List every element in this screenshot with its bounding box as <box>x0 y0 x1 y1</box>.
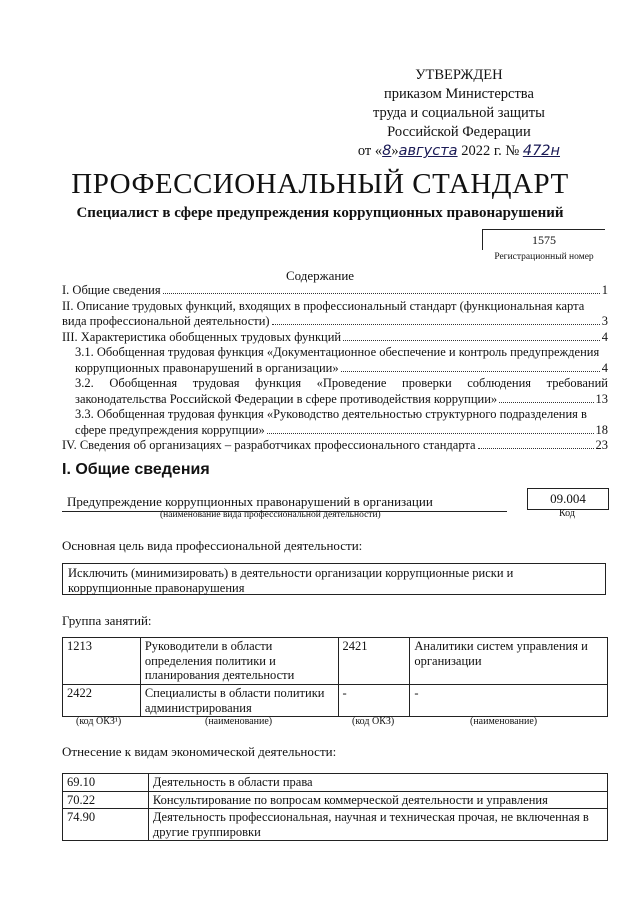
okz-name: Руководители в области определения политики и планирования деятельности <box>140 638 338 685</box>
toc-entry[interactable] <box>62 438 608 454</box>
activity-code-label: Код <box>559 508 575 519</box>
econ-activity-label: Отнесение к видам экономической деятельности: <box>62 744 337 759</box>
toc-entry-text-cont: сфере предупреждения коррупции» <box>75 422 265 437</box>
toc-entry-page: 1 <box>601 283 608 297</box>
goal-text: Исключить (минимизировать) в деятельности организации коррупционные риски и коррупционные правонарушения <box>62 563 606 595</box>
occupation-group-label: Группа занятий: <box>62 613 152 628</box>
approval-line-country: Российской Федерации <box>387 124 531 140</box>
activity-kind-note: (наименование вида профессиональной деятельности) <box>160 510 381 520</box>
toc-entry[interactable] <box>62 376 608 407</box>
document-subtitle: Специалист в сфере предупреждения коррупционных правонарушений <box>76 205 564 221</box>
toc-entry-page: 3 <box>601 314 608 328</box>
toc-entry-text: IV. Сведения об организациях – разработчиках профессионального стандарта <box>62 438 476 452</box>
toc-entry[interactable] <box>62 330 608 346</box>
occupation-footer-name: (наименование) <box>470 716 538 727</box>
document-title: ПРОФЕССИОНАЛЬНЫЙ СТАНДАРТ <box>71 168 569 200</box>
approval-date-line <box>358 142 560 161</box>
okved-code: 74.90 <box>63 809 149 841</box>
okz-name: Специалисты в области политики администрирования <box>140 685 338 717</box>
section-heading: I. Общие сведения <box>62 461 210 478</box>
occupation-footer-name: (наименование) <box>205 716 273 727</box>
okz-code: - <box>338 685 410 717</box>
econ-activity-table <box>62 773 608 841</box>
registration-number: 1575 <box>482 229 605 250</box>
toc-entry-text-cont: законодательства Российской Федерации в сфере противодействия коррупции» <box>75 391 498 406</box>
toc-entry-text: 3.1. Обобщенная трудовая функция «Документационное обеспечение и контроль предупреждения <box>75 345 600 359</box>
toc-list <box>62 283 608 454</box>
occupation-footer-code: (код ОКЗ¹) <box>76 716 122 727</box>
approval-heading: УТВЕРЖДЕН <box>415 67 503 83</box>
toc-entry-page: 4 <box>601 329 608 344</box>
table-row <box>63 809 608 841</box>
registration-label: Регистрационный номер <box>494 252 594 262</box>
toc-entry-text: 3.2. Обобщенная трудовая функция «Проведение проверки соблюдения требований <box>75 376 608 390</box>
date-year: 2022 г. № <box>457 143 523 159</box>
date-prefix: от « <box>357 143 383 159</box>
okved-name: Консультирование по вопросам коммерческой деятельности и управления <box>148 791 607 809</box>
toc-entry[interactable] <box>62 407 608 438</box>
okved-code: 69.10 <box>63 774 149 792</box>
date-mid: » <box>391 143 399 159</box>
toc-title: Содержание <box>285 268 355 283</box>
okved-name: Деятельность профессиональная, научная и техническая прочая, не включенная в другие группировки <box>148 809 607 841</box>
toc-entry-text: III. Характеристика обобщенных трудовых функций <box>62 329 342 344</box>
okz-name: - <box>410 685 608 717</box>
table-row <box>63 791 608 809</box>
date-day: 8 <box>382 143 392 159</box>
okved-code: 70.22 <box>63 791 149 809</box>
okz-code: 2421 <box>338 638 410 685</box>
goal-label: Основная цель вида профессиональной деятельности: <box>62 538 363 553</box>
activity-code-value: 09.004 <box>527 488 609 510</box>
approval-block <box>358 66 560 161</box>
approval-line-ministry: труда и социальной защиты <box>372 105 545 121</box>
approval-line-order: приказом Министерства <box>383 86 534 102</box>
occupation-table <box>62 637 608 717</box>
okz-name: Аналитики систем управления и организации <box>410 638 608 685</box>
okz-code: 1213 <box>63 638 141 685</box>
toc-entry[interactable] <box>62 283 608 299</box>
toc-entry-text: 3.3. Обобщенная трудовая функция «Руководство деятельностью структурного подразделения в <box>75 407 587 421</box>
toc-entry-text: I. Общие сведения <box>62 283 161 297</box>
toc-entry-page: 4 <box>601 360 608 375</box>
okz-code: 2422 <box>63 685 141 717</box>
date-month: августа <box>398 143 458 159</box>
toc-entry-text-cont: коррупционных правонарушений в организации» <box>75 360 339 375</box>
order-number: 472н <box>522 143 560 159</box>
table-row <box>63 774 608 792</box>
toc-entry-page: 18 <box>595 422 608 437</box>
toc-entry-page: 23 <box>595 438 608 452</box>
toc-entry-text: II. Описание трудовых функций, входящих в профессиональный стандарт (функциональная карта <box>62 298 585 313</box>
occupation-footer-code: (код ОКЗ) <box>352 716 395 727</box>
toc-entry-page: 13 <box>595 391 608 406</box>
activity-kind-value: Предупреждение коррупционных правонарушений в организации <box>62 494 507 512</box>
table-row <box>63 638 608 685</box>
toc-entry[interactable] <box>62 299 608 330</box>
okved-name: Деятельность в области права <box>148 774 607 792</box>
table-row <box>63 685 608 717</box>
toc-entry[interactable] <box>62 345 608 376</box>
toc-entry-text-cont: вида профессиональной деятельности) <box>62 314 270 328</box>
